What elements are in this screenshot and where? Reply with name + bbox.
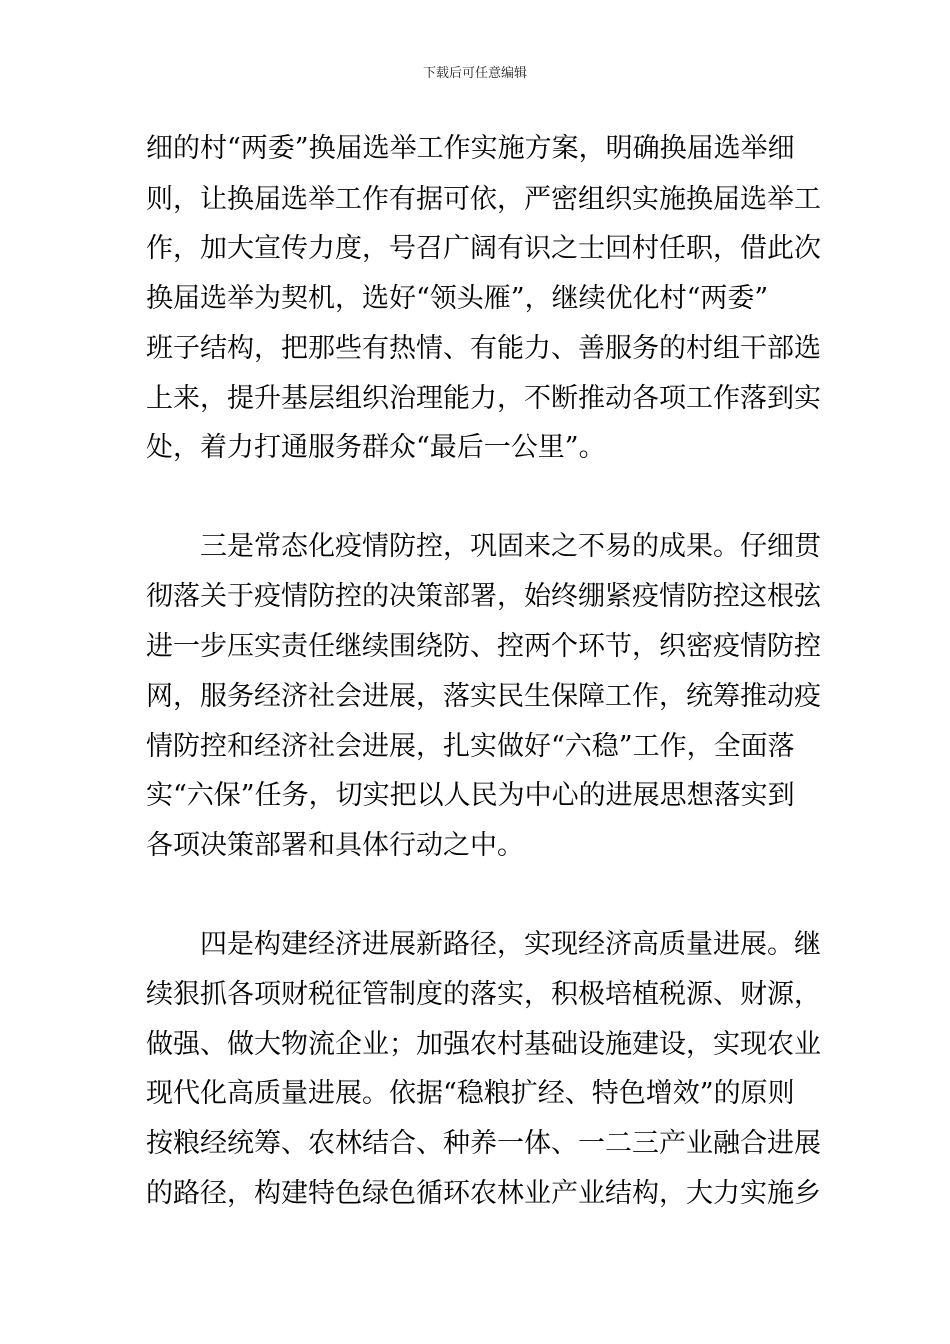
- text-line: 网，服务经济社会进展，落实民生保障工作，统筹推动疫: [146, 681, 821, 712]
- text-line: 情防控和经济社会进展，扎实做好“六稳”工作，全面落: [146, 731, 795, 762]
- text-line: 四是构建经济进展新路径，实现经济高质量进展。继: [146, 929, 821, 960]
- text-line: 三是常态化疫情防控，巩固来之不易的成果。仔细贯: [146, 531, 821, 562]
- text-line: 按粮经统筹、农林结合、种养一体、一二三产业融合进展: [146, 1128, 821, 1159]
- text-line: 换届选举为契机，选好“领头雁”，继续优化村“两委”: [146, 283, 769, 314]
- text-line: 的路径，构建特色绿色循环农林业产业结构，大力实施乡: [146, 1178, 821, 1209]
- text-line: 彻落关于疫情防控的决策部署，始终绷紧疫情防控这根弦: [146, 581, 821, 612]
- text-line: 则，让换届选举工作有据可依，严密组织实施换届选举工: [146, 184, 821, 215]
- text-line: 班子结构，把那些有热情、有能力、善服务的村组干部选: [146, 333, 821, 364]
- text-line: 处，着力打通服务群众“最后一公里”。: [146, 432, 606, 463]
- text-line: 上来，提升基层组织治理能力，不断推动各项工作落到实: [146, 383, 821, 414]
- page-header: 下载后可任意编辑: [422, 66, 527, 81]
- text-line: 细的村“两委”换届选举工作实施方案，明确换届选举细: [146, 133, 795, 164]
- text-line: 进一步压实责任继续围绕防、控两个环节，织密疫情防控: [146, 631, 821, 662]
- text-line: 续狠抓各项财税征管制度的落实，积极培植税源、财源，: [146, 979, 821, 1010]
- text-line: 作，加大宣传力度，号召广阔有识之士回村任职，借此次: [146, 233, 821, 264]
- text-line: 做强、做大物流企业；加强农村基础设施建设，实现农业: [146, 1029, 821, 1060]
- text-line: 各项决策部署和具体行动之中。: [146, 830, 524, 861]
- text-line: 实“六保”任务，切实把以人民为中心的进展思想落实到: [146, 780, 795, 811]
- text-line: 现代化高质量进展。依据“稳粮扩经、特色增效”的原则: [146, 1078, 795, 1109]
